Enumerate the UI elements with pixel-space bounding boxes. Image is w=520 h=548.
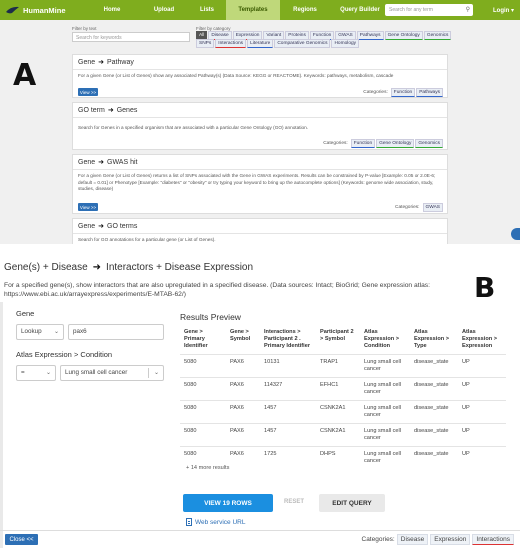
table-cell: EFHC1 <box>316 378 360 401</box>
template-card[interactable] <box>72 54 448 98</box>
template-from: GO term <box>78 106 105 114</box>
template-categories <box>363 88 443 97</box>
table-cell: disease_state <box>410 378 458 401</box>
table-cell: PAX6 <box>226 447 260 470</box>
gene-value-input[interactable] <box>68 324 164 340</box>
category-chip[interactable]: Pathways <box>416 88 443 97</box>
template-from: Gene <box>78 222 96 230</box>
chip-gwas[interactable]: GWAS <box>335 31 355 40</box>
categories-label: Categories: <box>363 90 388 95</box>
gene-operator-select[interactable] <box>16 324 64 340</box>
table-row <box>180 355 506 378</box>
template-to: Genes <box>116 106 138 114</box>
template-from: Gene(s) + Disease <box>4 262 88 273</box>
arrow-right-icon: ➜ <box>98 159 104 166</box>
table-cell: 1457 <box>260 424 316 447</box>
template-description: Search for Genes in a specified organism that are associated with a particular Gene Ontology (GO) annotation. <box>78 125 309 130</box>
table-cell: 5080 <box>180 401 226 424</box>
template-categories <box>362 534 515 545</box>
column-header[interactable]: Gene > Symbol <box>230 329 251 342</box>
close-button[interactable]: Close << <box>5 534 38 545</box>
template-categories <box>323 139 443 148</box>
table-cell: 1457 <box>260 401 316 424</box>
gene-operator-value: Lookup <box>21 328 42 335</box>
template-description: Search for GO annotations for a particular gene (or List of Genes). <box>78 237 216 242</box>
divider <box>73 69 447 70</box>
template-card[interactable] <box>72 218 448 244</box>
template-to: GO terms <box>107 222 138 230</box>
atlas-constraint-label: Atlas Expression > Condition <box>16 350 113 359</box>
categories-label: Categories: <box>323 141 348 146</box>
column-header[interactable]: Interactions > Participant 2 . Primary Identifier <box>264 329 311 349</box>
chip-expression[interactable]: Expression <box>233 31 263 40</box>
template-card[interactable] <box>72 102 448 150</box>
category-chip[interactable]: Interactions <box>472 534 514 545</box>
category-chip[interactable]: Expression <box>430 534 470 545</box>
category-chips-row-2 <box>196 39 359 48</box>
view-rows-button[interactable]: VIEW 19 ROWS <box>183 494 273 512</box>
chevron-down-icon: ⌄ <box>45 370 51 376</box>
category-chip[interactable]: Function <box>391 88 415 97</box>
document-icon <box>186 518 192 526</box>
nav-templates[interactable]: Templates <box>226 0 280 20</box>
table-cell: UP <box>458 424 506 447</box>
table-cell: 5080 <box>180 447 226 470</box>
table-cell: Lung small cell cancer <box>360 447 410 470</box>
table-header-row <box>180 327 506 355</box>
table-cell: CSNK2A1 <box>316 401 360 424</box>
filter-text-label: Filter by text <box>72 26 97 31</box>
table-cell: 114327 <box>260 378 316 401</box>
category-chip[interactable]: Gene Ontology <box>376 139 414 148</box>
select-separator <box>148 368 149 378</box>
login-menu[interactable]: Login ▾ <box>492 7 514 14</box>
web-service-url-text: Web service URL <box>195 518 246 526</box>
edit-query-button[interactable]: EDIT QUERY <box>319 494 385 512</box>
table-cell: PAX6 <box>226 378 260 401</box>
table-cell: UP <box>458 447 506 470</box>
table-cell: disease_state <box>410 401 458 424</box>
chevron-down-icon: ⌄ <box>53 329 59 335</box>
template-from: Gene <box>78 58 96 66</box>
column-header[interactable]: Gene > Primary Identifier <box>184 329 208 349</box>
table-cell: disease_state <box>410 447 458 470</box>
arrow-right-icon: ➜ <box>98 223 104 230</box>
chip-pathways[interactable]: Pathways <box>357 31 384 40</box>
reset-button[interactable]: RESET <box>284 499 305 505</box>
top-navbar <box>0 0 520 20</box>
categories-label: Categories: <box>394 205 420 210</box>
humanmine-logo-icon <box>6 5 20 15</box>
more-results-text: + 14 more results <box>186 465 230 471</box>
table-cell: Lung small cell cancer <box>360 355 410 378</box>
nav-regions[interactable]: Regions <box>293 7 317 13</box>
column-header[interactable]: Atlas Expression > Expression <box>462 329 497 349</box>
arrow-right-icon: ➜ <box>92 262 102 273</box>
results-preview-title: Results Preview <box>180 312 241 322</box>
table-cell: DHPS <box>316 447 360 470</box>
table-cell: 5080 <box>180 355 226 378</box>
panel-label-a: A <box>13 58 37 93</box>
panel-a <box>0 0 520 244</box>
categories-label: Categories: <box>361 536 395 543</box>
template-description: For a given Gene (or List of Genes) returns a list of SNPs associated with the Gene in GWAS experiments. Results can be constrained by P-value [Example: 0.05 or 2.0E-6; default = 0.01] or Phenotype [Example: "diabetes" or "obesity" or try typing your keyword to bring up the autocomplete options] (Keywords: genome wide association, study, studies, disease) <box>78 173 436 191</box>
chip-snps[interactable]: SNPs <box>196 39 214 48</box>
arrow-right-icon: ➜ <box>98 59 104 66</box>
template-card[interactable] <box>72 154 448 214</box>
table-cell: disease_state <box>410 355 458 378</box>
column-header[interactable]: Atlas Expression > Type <box>414 329 449 349</box>
template-title[interactable] <box>78 222 137 230</box>
nav-lists[interactable]: Lists <box>199 7 214 13</box>
chip-genomics[interactable]: Genomics <box>424 31 452 40</box>
table-cell: PAX6 <box>226 424 260 447</box>
chip-variant[interactable]: Variant <box>263 31 284 40</box>
chip-homology[interactable]: Homology <box>331 39 359 48</box>
template-title[interactable] <box>78 158 137 166</box>
filter-text-input[interactable]: Search for keywords <box>72 32 190 42</box>
column-header[interactable]: Atlas Expression > Condition <box>364 329 399 349</box>
table-cell: Lung small cell cancer <box>360 424 410 447</box>
chip-literature[interactable]: Literature <box>247 39 273 48</box>
template-to: Interactors + Disease Expression <box>106 262 254 273</box>
category-chip[interactable]: Genomics <box>415 139 443 148</box>
web-service-url-link[interactable] <box>186 518 245 526</box>
table-cell: TRAP1 <box>316 355 360 378</box>
table-cell: Lung small cell cancer <box>360 401 410 424</box>
chip-comparative-genomics[interactable]: Comparative Genomics <box>274 39 330 48</box>
chip-disease[interactable]: Disease <box>208 31 231 40</box>
global-search-placeholder: Search for any term <box>389 7 433 13</box>
chevron-down-icon: ⌄ <box>153 370 159 376</box>
table-cell: CSNK2A1 <box>316 424 360 447</box>
table-row <box>180 401 506 424</box>
logo[interactable] <box>0 5 84 15</box>
table-cell: UP <box>458 378 506 401</box>
search-icon[interactable]: ⚲ <box>465 7 470 13</box>
template-from: Gene <box>78 158 96 166</box>
divider <box>73 117 447 118</box>
chip-interactions[interactable]: Interactions <box>215 39 246 48</box>
nav-upload[interactable]: Upload <box>153 7 175 13</box>
table-cell: disease_state <box>410 424 458 447</box>
table-cell: UP <box>458 355 506 378</box>
atlas-value-text: Lung small cell cancer <box>65 369 128 376</box>
arrow-right-icon: ➜ <box>107 107 114 114</box>
table-row <box>180 378 506 401</box>
template-to: Pathway <box>107 58 134 66</box>
chip-proteins[interactable]: Proteins <box>285 31 309 40</box>
global-search-input[interactable] <box>385 4 473 16</box>
table-cell: UP <box>458 401 506 424</box>
template-title[interactable] <box>78 106 137 114</box>
atlas-operator-select[interactable] <box>16 365 56 381</box>
nav-home[interactable]: Home <box>103 7 121 13</box>
panel-edge <box>0 302 3 548</box>
table-cell: Lung small cell cancer <box>360 378 410 401</box>
template-categories <box>395 203 443 212</box>
category-chip[interactable]: GWAS <box>423 203 443 212</box>
scroll-to-top-button[interactable] <box>511 228 520 240</box>
atlas-value-select[interactable] <box>60 365 164 381</box>
template-description: For a given Gene (or List of Genes) show any associated Pathway(s) (Data Source: KEGG or REACTOME). Keywords: pathways, metabolism, cascade <box>78 73 394 78</box>
chip-function[interactable]: Function <box>310 31 334 40</box>
panel-b <box>0 255 520 548</box>
table-cell: PAX6 <box>226 355 260 378</box>
table-cell: PAX6 <box>226 401 260 424</box>
template-to: GWAS hit <box>107 158 138 166</box>
table-cell: 10131 <box>260 355 316 378</box>
divider <box>73 233 447 234</box>
gene-value-text: pax6 <box>73 328 87 335</box>
column-header[interactable]: Participant 2 > Symbol <box>320 329 354 342</box>
template-detail-title <box>4 262 253 273</box>
chip-all[interactable]: All <box>196 31 207 40</box>
table-cell: 1725 <box>260 447 316 470</box>
template-detail-description: For a specified gene(s), show interactors that are also upregulated in a specified disease. (Data sources: Intact; BioGrid; Gene expression atlas: https://www.ebi.ac.uk/arrayexpress/experiments/E-MTAB-62/) <box>4 282 430 298</box>
view-button[interactable]: View >> <box>79 204 97 210</box>
footer-divider <box>0 530 520 531</box>
table-row <box>180 424 506 447</box>
results-table <box>180 327 506 470</box>
panel-label-b: B <box>474 271 496 304</box>
view-button[interactable]: View >> <box>79 89 97 95</box>
gene-constraint-label: Gene <box>16 309 35 318</box>
filter-category-label: Filter by category <box>196 26 231 31</box>
table-cell: 5080 <box>180 378 226 401</box>
category-chip[interactable]: Function <box>351 139 375 148</box>
chip-gene-ontology[interactable]: Gene Ontology <box>385 31 423 40</box>
logo-text: HumanMine <box>23 5 66 15</box>
template-title[interactable] <box>78 58 134 66</box>
divider <box>73 169 447 170</box>
atlas-operator-value: = <box>21 369 25 376</box>
category-chip[interactable]: Disease <box>397 534 428 545</box>
nav-query-builder[interactable]: Query Builder <box>340 7 380 13</box>
table-cell: 5080 <box>180 424 226 447</box>
